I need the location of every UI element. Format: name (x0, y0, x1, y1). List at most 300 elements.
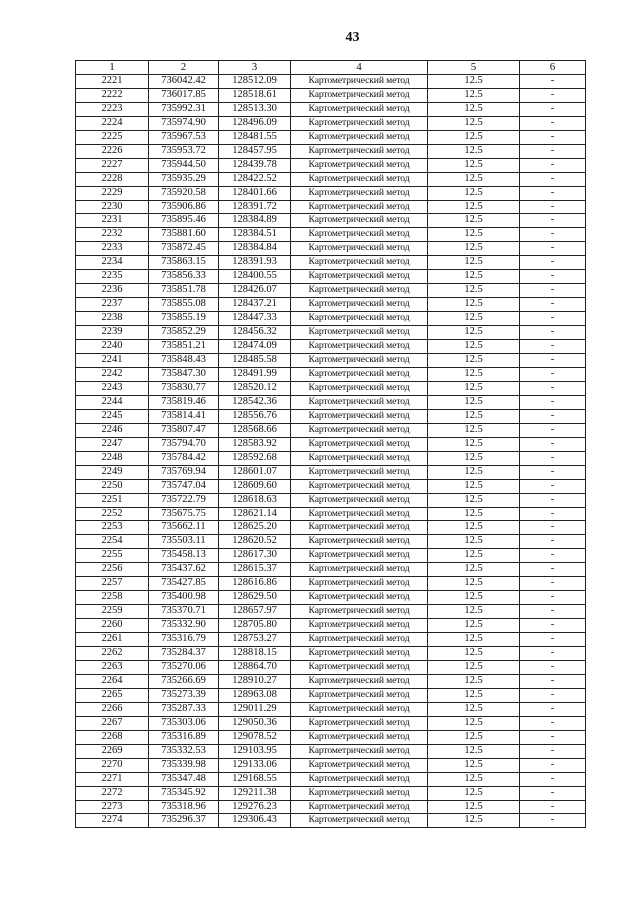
note-cell: - (520, 549, 586, 563)
note-cell: - (520, 186, 586, 200)
point-number-cell: 2268 (76, 730, 149, 744)
y-coordinate-cell: 128542.36 (219, 395, 291, 409)
accuracy-cell: 12.5 (428, 758, 520, 772)
accuracy-cell: 12.5 (428, 395, 520, 409)
method-cell: Картометрический метод (291, 172, 428, 186)
table-row (76, 381, 586, 395)
x-coordinate-cell: 735967.53 (149, 130, 219, 144)
note-cell: - (520, 326, 586, 340)
x-coordinate-cell: 735830.77 (149, 381, 219, 395)
note-cell: - (520, 647, 586, 661)
method-cell: Картометрический метод (291, 507, 428, 521)
method-cell: Картометрический метод (291, 660, 428, 674)
note-cell: - (520, 786, 586, 800)
table-row (76, 465, 586, 479)
method-cell: Картометрический метод (291, 102, 428, 116)
note-cell: - (520, 395, 586, 409)
y-coordinate-cell: 129011.29 (219, 702, 291, 716)
x-coordinate-cell: 735906.86 (149, 200, 219, 214)
point-number-cell: 2267 (76, 716, 149, 730)
accuracy-cell: 12.5 (428, 200, 520, 214)
method-cell: Картометрический метод (291, 326, 428, 340)
method-cell: Картометрический метод (291, 395, 428, 409)
table-row (76, 674, 586, 688)
point-number-cell: 2273 (76, 800, 149, 814)
y-coordinate-cell: 128615.37 (219, 563, 291, 577)
note-cell: - (520, 660, 586, 674)
x-coordinate-cell: 735270.06 (149, 660, 219, 674)
method-cell: Картометрический метод (291, 758, 428, 772)
accuracy-cell: 12.5 (428, 744, 520, 758)
note-cell: - (520, 619, 586, 633)
method-cell: Картометрический метод (291, 744, 428, 758)
point-number-cell: 2233 (76, 242, 149, 256)
method-cell: Картометрический метод (291, 200, 428, 214)
note-cell: - (520, 172, 586, 186)
note-cell: - (520, 744, 586, 758)
point-number-cell: 2248 (76, 451, 149, 465)
accuracy-cell: 12.5 (428, 660, 520, 674)
y-coordinate-cell: 128439.78 (219, 158, 291, 172)
table-row (76, 423, 586, 437)
y-coordinate-cell: 129211.38 (219, 786, 291, 800)
point-number-cell: 2240 (76, 340, 149, 354)
table-row (76, 493, 586, 507)
method-cell: Картометрический метод (291, 423, 428, 437)
table-row (76, 200, 586, 214)
y-coordinate-cell: 128657.97 (219, 605, 291, 619)
point-number-cell: 2257 (76, 577, 149, 591)
accuracy-cell: 12.5 (428, 354, 520, 368)
table-row (76, 395, 586, 409)
note-cell: - (520, 200, 586, 214)
accuracy-cell: 12.5 (428, 521, 520, 535)
accuracy-cell: 12.5 (428, 256, 520, 270)
y-coordinate-cell: 128617.30 (219, 549, 291, 563)
accuracy-cell: 12.5 (428, 270, 520, 284)
point-number-cell: 2227 (76, 158, 149, 172)
note-cell: - (520, 367, 586, 381)
point-number-cell: 2255 (76, 549, 149, 563)
table-row (76, 758, 586, 772)
table-row (76, 549, 586, 563)
y-coordinate-cell: 129276.23 (219, 800, 291, 814)
accuracy-cell: 12.5 (428, 800, 520, 814)
accuracy-cell: 12.5 (428, 786, 520, 800)
y-coordinate-cell: 128618.63 (219, 493, 291, 507)
y-coordinate-cell: 128864.70 (219, 660, 291, 674)
y-coordinate-cell: 128447.33 (219, 312, 291, 326)
point-number-cell: 2253 (76, 521, 149, 535)
point-number-cell: 2228 (76, 172, 149, 186)
x-coordinate-cell: 735872.45 (149, 242, 219, 256)
point-number-cell: 2263 (76, 660, 149, 674)
accuracy-cell: 12.5 (428, 172, 520, 186)
note-cell: - (520, 423, 586, 437)
x-coordinate-cell: 735935.29 (149, 172, 219, 186)
y-coordinate-cell: 128520.12 (219, 381, 291, 395)
accuracy-cell: 12.5 (428, 577, 520, 591)
point-number-cell: 2262 (76, 647, 149, 661)
point-number-cell: 2272 (76, 786, 149, 800)
point-number-cell: 2229 (76, 186, 149, 200)
y-coordinate-cell: 128963.08 (219, 688, 291, 702)
y-coordinate-cell: 128621.14 (219, 507, 291, 521)
table-row (76, 242, 586, 256)
point-number-cell: 2251 (76, 493, 149, 507)
y-coordinate-cell: 128422.52 (219, 172, 291, 186)
y-coordinate-cell: 129168.55 (219, 772, 291, 786)
point-number-cell: 2250 (76, 479, 149, 493)
table-row (76, 144, 586, 158)
accuracy-cell: 12.5 (428, 88, 520, 102)
table-row (76, 367, 586, 381)
method-cell: Картометрический метод (291, 535, 428, 549)
x-coordinate-cell: 735953.72 (149, 144, 219, 158)
method-cell: Картометрический метод (291, 186, 428, 200)
y-coordinate-cell: 128391.93 (219, 256, 291, 270)
x-coordinate-cell: 735675.75 (149, 507, 219, 521)
point-number-cell: 2239 (76, 326, 149, 340)
table-row (76, 479, 586, 493)
accuracy-cell: 12.5 (428, 186, 520, 200)
method-cell: Картометрический метод (291, 228, 428, 242)
table-row (76, 577, 586, 591)
table-row (76, 102, 586, 116)
method-cell: Картометрический метод (291, 647, 428, 661)
table-row (76, 772, 586, 786)
y-coordinate-cell: 128457.95 (219, 144, 291, 158)
point-number-cell: 2249 (76, 465, 149, 479)
coordinates-table (75, 60, 586, 828)
table-row (76, 158, 586, 172)
x-coordinate-cell: 735863.15 (149, 256, 219, 270)
accuracy-cell: 12.5 (428, 549, 520, 563)
x-coordinate-cell: 735920.58 (149, 186, 219, 200)
accuracy-cell: 12.5 (428, 116, 520, 130)
note-cell: - (520, 674, 586, 688)
point-number-cell: 2230 (76, 200, 149, 214)
x-coordinate-cell: 735992.31 (149, 102, 219, 116)
x-coordinate-cell: 735855.19 (149, 312, 219, 326)
note-cell: - (520, 158, 586, 172)
method-cell: Картометрический метод (291, 716, 428, 730)
table-row (76, 298, 586, 312)
table-row (76, 270, 586, 284)
x-coordinate-cell: 735503.11 (149, 535, 219, 549)
method-cell: Картометрический метод (291, 312, 428, 326)
y-coordinate-cell: 128620.52 (219, 535, 291, 549)
y-coordinate-cell: 129306.43 (219, 814, 291, 828)
y-coordinate-cell: 128481.55 (219, 130, 291, 144)
table-row (76, 521, 586, 535)
method-cell: Картометрический метод (291, 800, 428, 814)
point-number-cell: 2247 (76, 437, 149, 451)
accuracy-cell: 12.5 (428, 158, 520, 172)
accuracy-cell: 12.5 (428, 312, 520, 326)
method-cell: Картометрический метод (291, 74, 428, 88)
x-coordinate-cell: 735807.47 (149, 423, 219, 437)
accuracy-cell: 12.5 (428, 465, 520, 479)
table-row (76, 563, 586, 577)
x-coordinate-cell: 735316.89 (149, 730, 219, 744)
accuracy-cell: 12.5 (428, 74, 520, 88)
point-number-cell: 2231 (76, 214, 149, 228)
point-number-cell: 2236 (76, 284, 149, 298)
x-coordinate-cell: 735287.33 (149, 702, 219, 716)
method-cell: Картометрический метод (291, 242, 428, 256)
table-row (76, 786, 586, 800)
note-cell: - (520, 702, 586, 716)
table-row (76, 256, 586, 270)
table-row (76, 702, 586, 716)
x-coordinate-cell: 735881.60 (149, 228, 219, 242)
point-number-cell: 2235 (76, 270, 149, 284)
x-coordinate-cell: 735747.04 (149, 479, 219, 493)
x-coordinate-cell: 735852.29 (149, 326, 219, 340)
note-cell: - (520, 730, 586, 744)
accuracy-cell: 12.5 (428, 702, 520, 716)
y-coordinate-cell: 128496.09 (219, 116, 291, 130)
table-row (76, 409, 586, 423)
point-number-cell: 2244 (76, 395, 149, 409)
y-coordinate-cell: 129103.95 (219, 744, 291, 758)
note-cell: - (520, 312, 586, 326)
y-coordinate-cell: 128384.89 (219, 214, 291, 228)
x-coordinate-cell: 735855.08 (149, 298, 219, 312)
note-cell: - (520, 116, 586, 130)
point-number-cell: 2222 (76, 88, 149, 102)
table-row (76, 688, 586, 702)
point-number-cell: 2224 (76, 116, 149, 130)
y-coordinate-cell: 128601.07 (219, 465, 291, 479)
accuracy-cell: 12.5 (428, 214, 520, 228)
point-number-cell: 2225 (76, 130, 149, 144)
column-header: 4 (291, 61, 428, 75)
y-coordinate-cell: 128512.09 (219, 74, 291, 88)
point-number-cell: 2234 (76, 256, 149, 270)
y-coordinate-cell: 129133.06 (219, 758, 291, 772)
x-coordinate-cell: 735851.78 (149, 284, 219, 298)
accuracy-cell: 12.5 (428, 647, 520, 661)
method-cell: Картометрический метод (291, 591, 428, 605)
x-coordinate-cell: 735722.79 (149, 493, 219, 507)
x-coordinate-cell: 735895.46 (149, 214, 219, 228)
table-row (76, 312, 586, 326)
note-cell: - (520, 605, 586, 619)
table-row (76, 437, 586, 451)
point-number-cell: 2221 (76, 74, 149, 88)
method-cell: Картометрический метод (291, 563, 428, 577)
note-cell: - (520, 535, 586, 549)
point-number-cell: 2226 (76, 144, 149, 158)
table-body (76, 74, 586, 827)
x-coordinate-cell: 735784.42 (149, 451, 219, 465)
x-coordinate-cell: 735794.70 (149, 437, 219, 451)
x-coordinate-cell: 735944.50 (149, 158, 219, 172)
table-row (76, 730, 586, 744)
table-row (76, 451, 586, 465)
note-cell: - (520, 814, 586, 828)
x-coordinate-cell: 735458.13 (149, 549, 219, 563)
table-row (76, 284, 586, 298)
x-coordinate-cell: 735819.46 (149, 395, 219, 409)
note-cell: - (520, 507, 586, 521)
x-coordinate-cell: 735400.98 (149, 591, 219, 605)
method-cell: Картометрический метод (291, 367, 428, 381)
table-row (76, 660, 586, 674)
accuracy-cell: 12.5 (428, 451, 520, 465)
note-cell: - (520, 521, 586, 535)
y-coordinate-cell: 128818.15 (219, 647, 291, 661)
point-number-cell: 2270 (76, 758, 149, 772)
table-row (76, 172, 586, 186)
point-number-cell: 2265 (76, 688, 149, 702)
table-row (76, 605, 586, 619)
point-number-cell: 2237 (76, 298, 149, 312)
y-coordinate-cell: 128705.80 (219, 619, 291, 633)
method-cell: Картометрический метод (291, 702, 428, 716)
note-cell: - (520, 451, 586, 465)
note-cell: - (520, 563, 586, 577)
point-number-cell: 2269 (76, 744, 149, 758)
note-cell: - (520, 591, 586, 605)
y-coordinate-cell: 128401.66 (219, 186, 291, 200)
y-coordinate-cell: 128556.76 (219, 409, 291, 423)
x-coordinate-cell: 735318.96 (149, 800, 219, 814)
accuracy-cell: 12.5 (428, 326, 520, 340)
method-cell: Картометрический метод (291, 214, 428, 228)
method-cell: Картометрический метод (291, 521, 428, 535)
point-number-cell: 2242 (76, 367, 149, 381)
x-coordinate-cell: 735345.92 (149, 786, 219, 800)
y-coordinate-cell: 128518.61 (219, 88, 291, 102)
method-cell: Картометрический метод (291, 158, 428, 172)
column-header: 5 (428, 61, 520, 75)
y-coordinate-cell: 128753.27 (219, 633, 291, 647)
table-row (76, 130, 586, 144)
accuracy-cell: 12.5 (428, 130, 520, 144)
x-coordinate-cell: 735332.90 (149, 619, 219, 633)
note-cell: - (520, 758, 586, 772)
note-cell: - (520, 130, 586, 144)
accuracy-cell: 12.5 (428, 591, 520, 605)
accuracy-cell: 12.5 (428, 619, 520, 633)
x-coordinate-cell: 735851.21 (149, 340, 219, 354)
accuracy-cell: 12.5 (428, 102, 520, 116)
method-cell: Картометрический метод (291, 772, 428, 786)
x-coordinate-cell: 735339.98 (149, 758, 219, 772)
method-cell: Картометрический метод (291, 465, 428, 479)
point-number-cell: 2260 (76, 619, 149, 633)
accuracy-cell: 12.5 (428, 633, 520, 647)
method-cell: Картометрический метод (291, 298, 428, 312)
method-cell: Картометрический метод (291, 619, 428, 633)
table-row (76, 326, 586, 340)
y-coordinate-cell: 128485.58 (219, 354, 291, 368)
note-cell: - (520, 340, 586, 354)
x-coordinate-cell: 735284.37 (149, 647, 219, 661)
x-coordinate-cell: 735296.37 (149, 814, 219, 828)
method-cell: Картометрический метод (291, 270, 428, 284)
point-number-cell: 2254 (76, 535, 149, 549)
table-row (76, 647, 586, 661)
accuracy-cell: 12.5 (428, 367, 520, 381)
table-row (76, 186, 586, 200)
y-coordinate-cell: 128491.99 (219, 367, 291, 381)
x-coordinate-cell: 735974.90 (149, 116, 219, 130)
note-cell: - (520, 772, 586, 786)
accuracy-cell: 12.5 (428, 284, 520, 298)
table-row (76, 228, 586, 242)
x-coordinate-cell: 735347.48 (149, 772, 219, 786)
method-cell: Картометрический метод (291, 130, 428, 144)
table-row (76, 354, 586, 368)
method-cell: Картометрический метод (291, 493, 428, 507)
note-cell: - (520, 284, 586, 298)
method-cell: Картометрический метод (291, 633, 428, 647)
note-cell: - (520, 270, 586, 284)
accuracy-cell: 12.5 (428, 409, 520, 423)
method-cell: Картометрический метод (291, 354, 428, 368)
method-cell: Картометрический метод (291, 730, 428, 744)
x-coordinate-cell: 735814.41 (149, 409, 219, 423)
table-row (76, 535, 586, 549)
accuracy-cell: 12.5 (428, 814, 520, 828)
point-number-cell: 2245 (76, 409, 149, 423)
x-coordinate-cell: 735266.69 (149, 674, 219, 688)
point-number-cell: 2223 (76, 102, 149, 116)
x-coordinate-cell: 735662.11 (149, 521, 219, 535)
y-coordinate-cell: 128400.55 (219, 270, 291, 284)
x-coordinate-cell: 735370.71 (149, 605, 219, 619)
y-coordinate-cell: 129078.52 (219, 730, 291, 744)
note-cell: - (520, 242, 586, 256)
table-row (76, 116, 586, 130)
accuracy-cell: 12.5 (428, 730, 520, 744)
method-cell: Картометрический метод (291, 116, 428, 130)
method-cell: Картометрический метод (291, 451, 428, 465)
x-coordinate-cell: 735848.43 (149, 354, 219, 368)
note-cell: - (520, 256, 586, 270)
note-cell: - (520, 228, 586, 242)
y-coordinate-cell: 128437.21 (219, 298, 291, 312)
accuracy-cell: 12.5 (428, 479, 520, 493)
y-coordinate-cell: 128456.32 (219, 326, 291, 340)
accuracy-cell: 12.5 (428, 605, 520, 619)
point-number-cell: 2241 (76, 354, 149, 368)
table-row (76, 619, 586, 633)
accuracy-cell: 12.5 (428, 674, 520, 688)
table-row (76, 633, 586, 647)
method-cell: Картометрический метод (291, 381, 428, 395)
point-number-cell: 2256 (76, 563, 149, 577)
accuracy-cell: 12.5 (428, 535, 520, 549)
point-number-cell: 2261 (76, 633, 149, 647)
point-number-cell: 2259 (76, 605, 149, 619)
table-row (76, 507, 586, 521)
note-cell: - (520, 214, 586, 228)
method-cell: Картометрический метод (291, 88, 428, 102)
table-row (76, 800, 586, 814)
accuracy-cell: 12.5 (428, 381, 520, 395)
table-header-row (76, 61, 586, 75)
x-coordinate-cell: 735273.39 (149, 688, 219, 702)
accuracy-cell: 12.5 (428, 298, 520, 312)
note-cell: - (520, 688, 586, 702)
x-coordinate-cell: 735856.33 (149, 270, 219, 284)
x-coordinate-cell: 736042.42 (149, 74, 219, 88)
